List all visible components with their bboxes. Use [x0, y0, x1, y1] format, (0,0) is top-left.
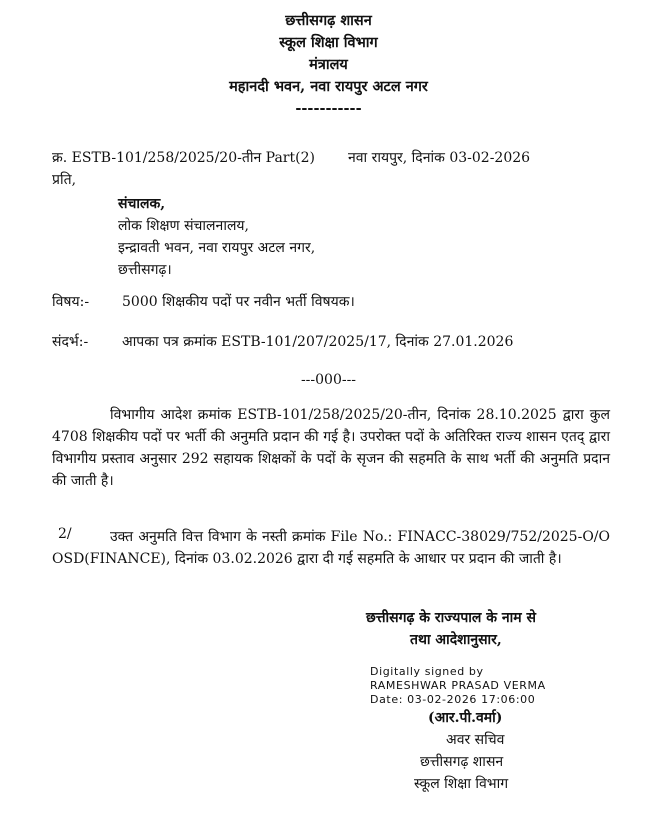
recipient-designation: संचालक,: [118, 196, 166, 212]
signatory-designation: अवर सचिव: [446, 732, 505, 748]
header-ministry: मंत्रालय: [309, 56, 348, 73]
body-paragraph-1: विभागीय आदेश क्रमांक ESTB-101/258/2025/20-तीन, दिनांक 28.10.2025 द्वारा कुल 4708 शिक्षकीय पदों पर भर्ती की अनुमति प्रदान की गई है। उपरोक्त पदों के अतिरिक्त राज्य शासन एतद् द्वारा विभागीय प्रस्ताव अनुसार 292 सहायक शिक्षकों के पदों के सृजन की सहमति के साथ भर्ती की अनुमति प्रदान की जाती है।: [52, 407, 610, 489]
digital-signature-line-1: Digitally signed by: [370, 665, 484, 678]
subject-text: 5000 शिक्षकीय पदों पर नवीन भर्ती विषयक।: [122, 294, 355, 310]
recipient-office: लोक शिक्षण संचालनालय,: [118, 218, 250, 234]
closing-line-2: तथा आदेशानुसार,: [410, 632, 502, 648]
header-department: स्कूल शिक्षा विभाग: [279, 34, 378, 51]
signatory-government: छत्तीसगढ़ शासन: [420, 754, 504, 770]
digital-signature-date: Date: 03-02-2026 17:06:00: [370, 693, 536, 706]
recipient-address: इन्द्रावती भवन, नवा रायपुर अटल नगर,: [118, 240, 316, 256]
header-divider: -----------: [295, 100, 362, 117]
digital-signature-name: RAMESHWAR PRASAD VERMA: [370, 679, 546, 692]
header-address: महानदी भवन, नवा रायपुर अटल नगर: [229, 78, 428, 95]
body-paragraph-2: उक्त अनुमति वित्त विभाग के नस्ती क्रमांक File No.: FINACC-38029/752/2025-O/O OSD(FINANCE), दिनांक 03.02.2026 द्वारा दी गई सहमति के आधार पर प्रदान की जाती है।: [52, 529, 610, 567]
context-text: आपका पत्र क्रमांक ESTB-101/207/2025/17, दिनांक 27.01.2026: [122, 334, 514, 350]
subject-label: विषय:-: [52, 294, 90, 310]
reference-number: क्र. ESTB-101/258/2025/20-तीन Part(2): [52, 150, 315, 166]
recipient-prati: प्रति,: [52, 172, 77, 188]
recipient-state: छत्तीसगढ़।: [118, 262, 172, 278]
signatory-department: स्कूल शिक्षा विभाग: [414, 776, 509, 792]
reference-place-date: नवा रायपुर, दिनांक 03-02-2026: [348, 150, 531, 166]
section-separator: ---000---: [300, 372, 357, 388]
context-label: संदर्भ:-: [52, 334, 89, 350]
closing-line-1: छत्तीसगढ़ के राज्यपाल के नाम से: [366, 610, 536, 626]
paragraph-2-number: 2/: [58, 526, 72, 542]
header-government: छत्तीसगढ़ शासन: [285, 12, 372, 29]
signatory-name: (आर.पी.वर्मा): [428, 710, 503, 726]
